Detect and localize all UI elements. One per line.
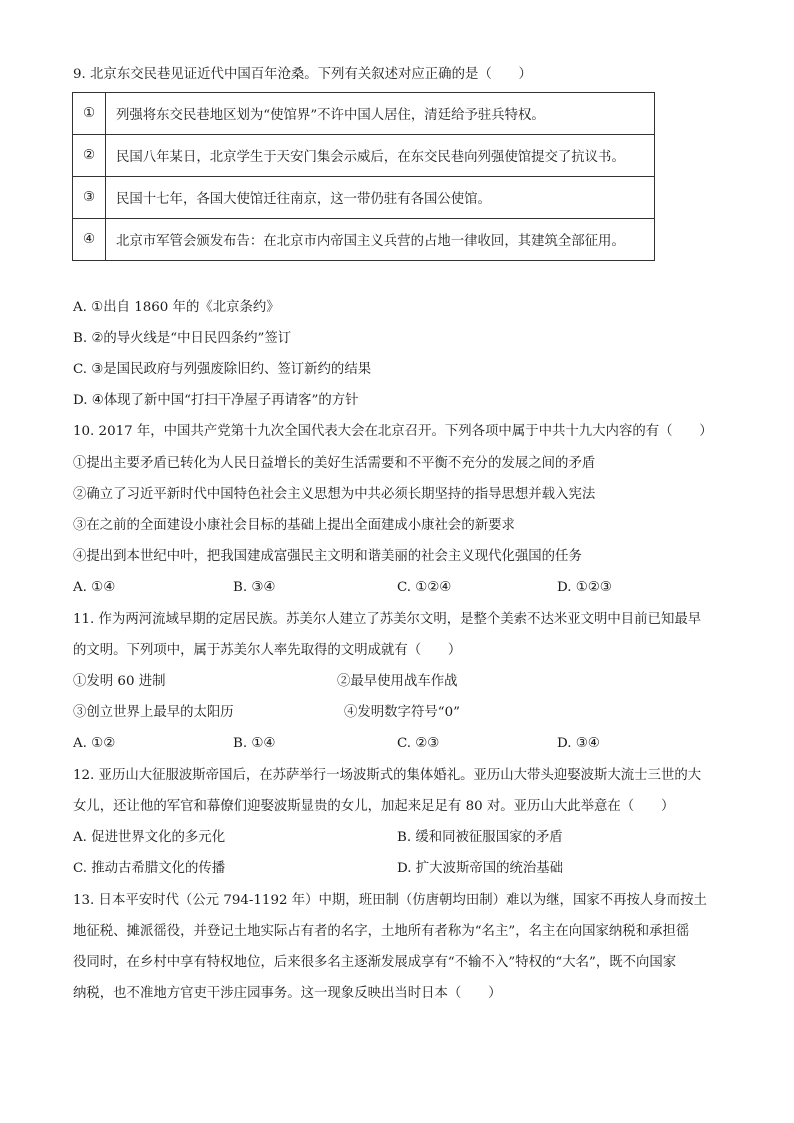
- q10-option-a: A. ①④: [73, 580, 116, 595]
- q9-option-a: A. ①出自 1860 年的《北京条约》: [73, 300, 280, 315]
- q13-stem-line-2: 地征税、摊派徭役，并登记土地实际占有者的名字，土地所有者称为“名主”，名主在向国家纳税和承担徭: [73, 924, 690, 939]
- row-text: 民国十七年，各国大使馆迁往南京，这一带仍驻有各国公使馆。: [106, 177, 655, 219]
- row-number: ③: [73, 177, 106, 219]
- q10-option-d: D. ①②③: [557, 580, 612, 595]
- q11-option-c: C. ②③: [397, 736, 440, 751]
- q9-table: [72, 92, 655, 261]
- q10-option-c: C. ①②④: [397, 580, 452, 595]
- q11-item-2: ②最早使用战车作战: [337, 674, 458, 689]
- q11-stem-line-1: 11. 作为两河流域早期的定居民族。苏美尔人建立了苏美尔文明，是整个美索不达米亚文明中目前已知最早: [73, 612, 702, 627]
- row-text: 列强将东交民巷地区划为“使馆界”不许中国人居住，清廷给予驻兵特权。: [106, 93, 655, 135]
- table-row: [73, 177, 655, 219]
- q10-item-4: ④提出到本世纪中叶，把我国建成富强民主文明和谐美丽的社会主义现代化强国的任务: [73, 549, 582, 564]
- q12-option-b: B. 缓和同被征服国家的矛盾: [397, 830, 563, 845]
- q13-stem-line-3: 役同时，在乡村中享有特权地位，后来很多名主逐渐发展成享有“不输不入”特权的“大名”，既不向国家: [73, 955, 677, 970]
- q11-item-3: ③创立世界上最早的太阳历: [73, 705, 234, 720]
- q12-stem-line-2: 女儿，还让他的军官和幕僚们迎娶波斯显贵的女儿，加起来足足有 80 对。亚历山大此举意在（ ）: [73, 799, 675, 814]
- q13-stem-line-4: 纳税，也不准地方官吏干涉庄园事务。这一现象反映出当时日本（ ）: [73, 986, 502, 1001]
- table-row: [73, 135, 655, 177]
- q11-option-d: D. ③④: [557, 736, 600, 751]
- row-text: 北京市军管会颁发布告：在北京市内帝国主义兵营的占地一律收回，其建筑全部征用。: [106, 219, 655, 261]
- q10-option-b: B. ③④: [233, 580, 276, 595]
- q9-stem: 9. 北京东交民巷见证近代中国百年沧桑。下列有关叙述对应正确的是（ ）: [73, 67, 532, 82]
- q10-item-1: ①提出主要矛盾已转化为人民日益增长的美好生活需要和不平衡不充分的发展之间的矛盾: [73, 456, 596, 471]
- row-number: ②: [73, 135, 106, 177]
- table-row: [73, 93, 655, 135]
- q11-item-1: ①发明 60 进制: [73, 674, 166, 689]
- row-number: ①: [73, 93, 106, 135]
- q11-stem-line-2: 的文明。下列项中，属于苏美尔人率先取得的文明成就有（ ）: [73, 643, 462, 658]
- q11-option-b: B. ①④: [233, 736, 276, 751]
- table-row: [73, 219, 655, 261]
- q10-item-3: ③在之前的全面建设小康社会目标的基础上提出全面建成小康社会的新要求: [73, 518, 515, 533]
- q10-item-2: ②确立了习近平新时代中国特色社会主义思想为中共必须长期坚持的指导思想并载入宪法: [73, 487, 596, 502]
- row-number: ④: [73, 219, 106, 261]
- q13-stem-line-1: 13. 日本平安时代（公元 794-1192 年）中期，班田制（仿唐朝均田制）难以为继，国家不再按人身而按土: [73, 893, 707, 908]
- q12-option-c: C. 推动古希腊文化的传播: [73, 861, 226, 876]
- q12-option-a: A. 促进世界文化的多元化: [73, 830, 226, 845]
- q10-stem: 10. 2017 年，中国共产党第十九次全国代表大会在北京召开。下列各项中属于中共十九大内容的有（ ）: [73, 424, 713, 439]
- q9-option-d: D. ④体现了新中国“打扫干净屋子再请客”的方针: [73, 393, 359, 408]
- row-text: 民国八年某日，北京学生于天安门集会示威后，在东交民巷向列强使馆提交了抗议书。: [106, 135, 655, 177]
- q12-option-d: D. 扩大波斯帝国的统治基础: [397, 861, 564, 876]
- q12-stem-line-1: 12. 亚历山大征服波斯帝国后，在苏萨举行一场波斯式的集体婚礼。亚历山大带头迎娶波斯大流士三世的大: [73, 768, 702, 783]
- q9-option-c: C. ③是国民政府与列强废除旧约、签订新约的结果: [73, 362, 372, 377]
- q9-option-b: B. ②的导火线是“中日民四条约”签订: [73, 331, 292, 346]
- q11-item-4: ④发明数字符号“0”: [344, 705, 460, 720]
- q11-option-a: A. ①②: [73, 736, 116, 751]
